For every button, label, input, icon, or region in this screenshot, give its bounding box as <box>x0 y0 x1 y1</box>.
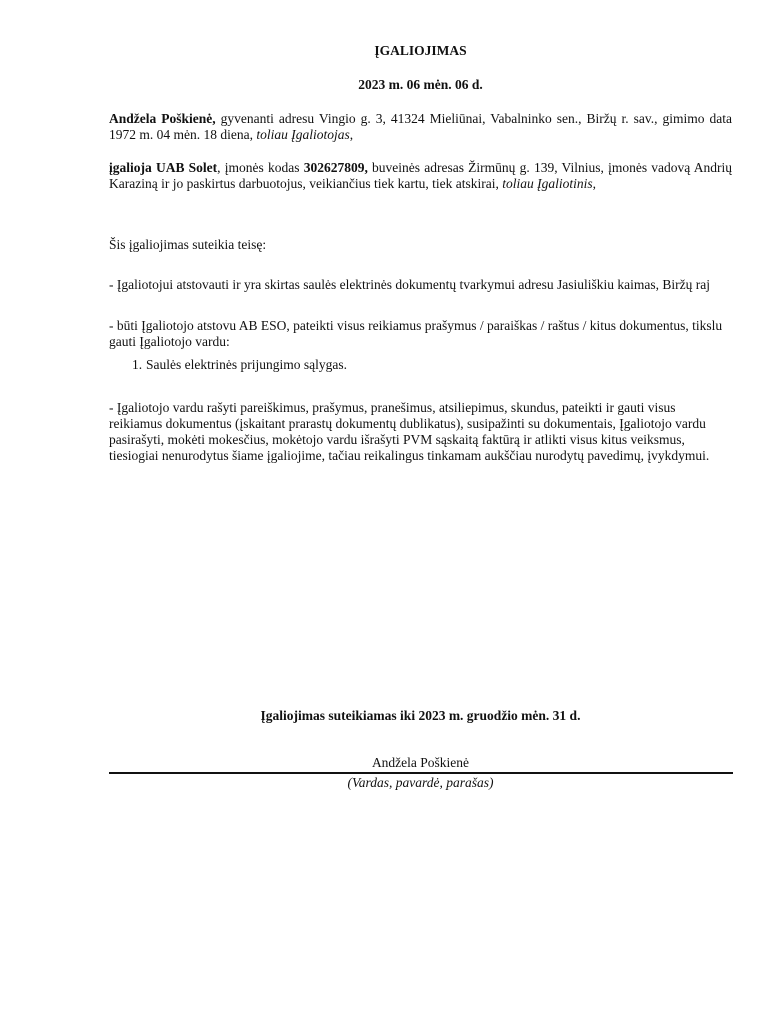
attorney-text1: , įmonės kodas <box>217 160 304 175</box>
grant-item: - Įgaliotojo vardu rašyti pareiškimus, prašymus, pranešimus, atsiliepimus, skundus, pateikti ir gauti visus reikiamus dokumentus (įskaitant prarastų dokumentų dublikatus), susipažinti su dokumentais, Įgaliotojo vardu pasirašyti, mokėti mokesčius, mokėtojo vardu išrašyti PVM sąskaitą faktūrą ir atlikti visus kitus veiksmus, tiesiogiai nenurodytus šiame įgaliojime, tačiau reikalingus tinkamam aukščiau nurodytų pavedimų, įvykdymui. <box>109 400 710 463</box>
principal-details: gyvenanti adresu Vingio g. 3, 41324 Mieliūnai, Vabalninko sen., Biržų r. sav., gimimo data 1972 m. 04 mėn. 18 diena, <box>109 111 732 142</box>
signature-line <box>109 772 733 774</box>
grant-intro: Šis įgaliojimas suteikia teisę: <box>109 237 267 252</box>
signature-caption: (Vardas, pavardė, parašas) <box>347 775 494 790</box>
validity-statement: Įgaliojimas suteikiamas iki 2023 m. gruodžio mėn. 31 d. <box>260 708 581 723</box>
principal-paragraph <box>109 111 732 143</box>
attorney-alias: toliau Įgaliotinis <box>502 176 593 191</box>
principal-alias: toliau Įgaliotojas <box>256 127 350 142</box>
list-text: Saulės elektrinės prijungimo sąlygas. <box>146 357 347 372</box>
grant-item: - Įgaliotojui atstovauti ir yra skirtas saulės elektrinės dokumentų tvarkymui adresu Jasiuliškiu kaimas, Biržų raj <box>109 277 710 292</box>
numbered-list <box>132 357 347 373</box>
attorney-code: 302627809, <box>303 160 368 175</box>
attorney-end: , <box>592 176 597 191</box>
numbered-list-item <box>132 357 347 373</box>
list-number: 1. <box>132 357 143 372</box>
attorney-lead: įgalioja UAB Solet <box>109 160 218 175</box>
attorney-text2: buveinės adresas Žirmūnų g. 139, Vilnius, įmonės vadovą Andrių Karaziną ir jo paskirtus darbuotojus, veikiančius tiek kartu, tiek atskirai, <box>109 160 732 191</box>
attorney-paragraph <box>109 160 732 192</box>
principal-end: , <box>349 127 354 142</box>
signature-name: Andžela Poškienė <box>371 755 470 770</box>
grant-item: - būti Įgaliotojo atstovu AB ESO, pateikti visus reikiamus prašymus / paraiškas / raštus / kitus dokumentus, tikslu gauti Įgaliotojo vardu: <box>109 318 723 349</box>
document-date: 2023 m. 06 mėn. 06 d. <box>358 77 483 92</box>
document-title: ĮGALIOJIMAS <box>374 43 467 58</box>
principal-name: Andžela Poškienė, <box>109 111 216 126</box>
